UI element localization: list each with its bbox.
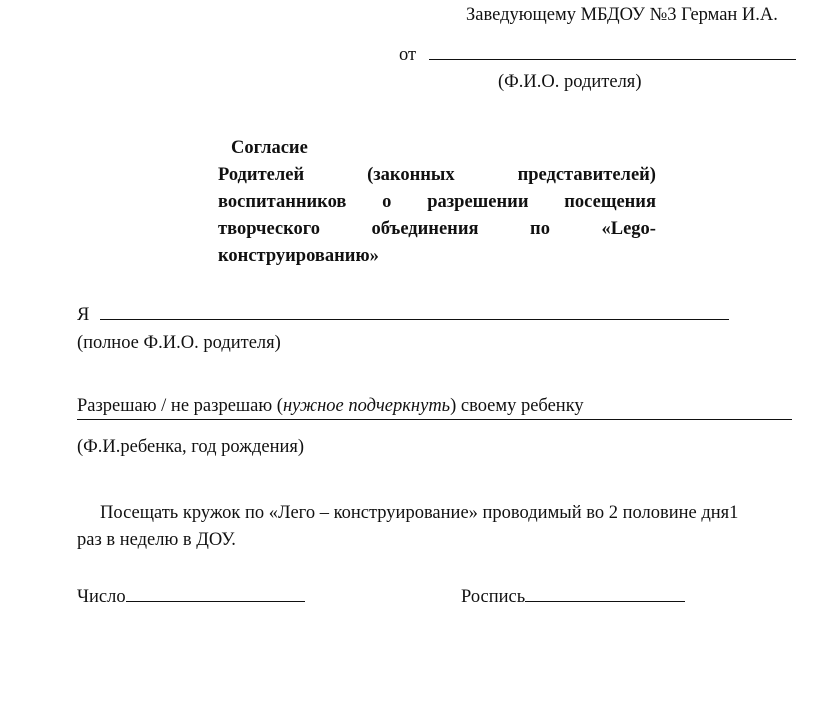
permit-italic: нужное подчеркнуть — [282, 396, 451, 416]
consent-title — [218, 135, 656, 270]
permit-text: Разрешаю / не разрешаю ( — [77, 396, 283, 416]
title-word: творческого — [218, 219, 320, 239]
signature-underline[interactable] — [525, 600, 685, 602]
from-label: от — [399, 45, 417, 65]
from-row — [399, 45, 796, 66]
title-line-1 — [218, 162, 656, 189]
title-heading: Согласие — [231, 138, 308, 158]
title-word: (законных — [367, 165, 455, 185]
title-word: представителей) — [517, 165, 656, 185]
title-word: по — [530, 219, 550, 239]
parent-hint: (полное Ф.И.О. родителя) — [77, 333, 281, 353]
date-label: Число — [77, 587, 126, 607]
title-word: воспитанников — [218, 192, 347, 212]
date-underline[interactable] — [126, 600, 305, 602]
permission-row[interactable] — [77, 396, 792, 420]
title-word: разрешении — [427, 192, 529, 212]
signature-label: Роспись — [461, 587, 526, 607]
paragraph-line-1: Посещать кружок по «Лего – конструирование» проводимый во 2 половине дня1 — [100, 503, 739, 523]
title-word: о — [382, 192, 392, 212]
title-word: посещения — [564, 192, 656, 212]
title-word: Родителей — [218, 165, 305, 185]
paragraph-line-2: раз в неделю в ДОУ. — [77, 530, 236, 550]
child-hint: (Ф.И.ребенка, год рождения) — [77, 437, 305, 457]
title-line-4: конструированию» — [218, 246, 379, 266]
permit-tail: ) своему ребенку — [450, 396, 584, 416]
addressee: Заведующему МБДОУ №3 Герман И.А. — [466, 5, 778, 25]
parent-name-underline[interactable] — [100, 318, 729, 320]
date-row — [77, 587, 305, 608]
title-line-2 — [218, 189, 656, 216]
signature-row — [461, 587, 685, 608]
title-word: «Lego- — [601, 219, 656, 239]
parent-row — [77, 305, 729, 326]
from-underline[interactable] — [429, 58, 796, 60]
title-word: объединения — [371, 219, 479, 239]
i-label: Я — [77, 305, 90, 325]
title-line-3 — [218, 216, 656, 243]
from-hint: (Ф.И.О. родителя) — [498, 72, 642, 92]
